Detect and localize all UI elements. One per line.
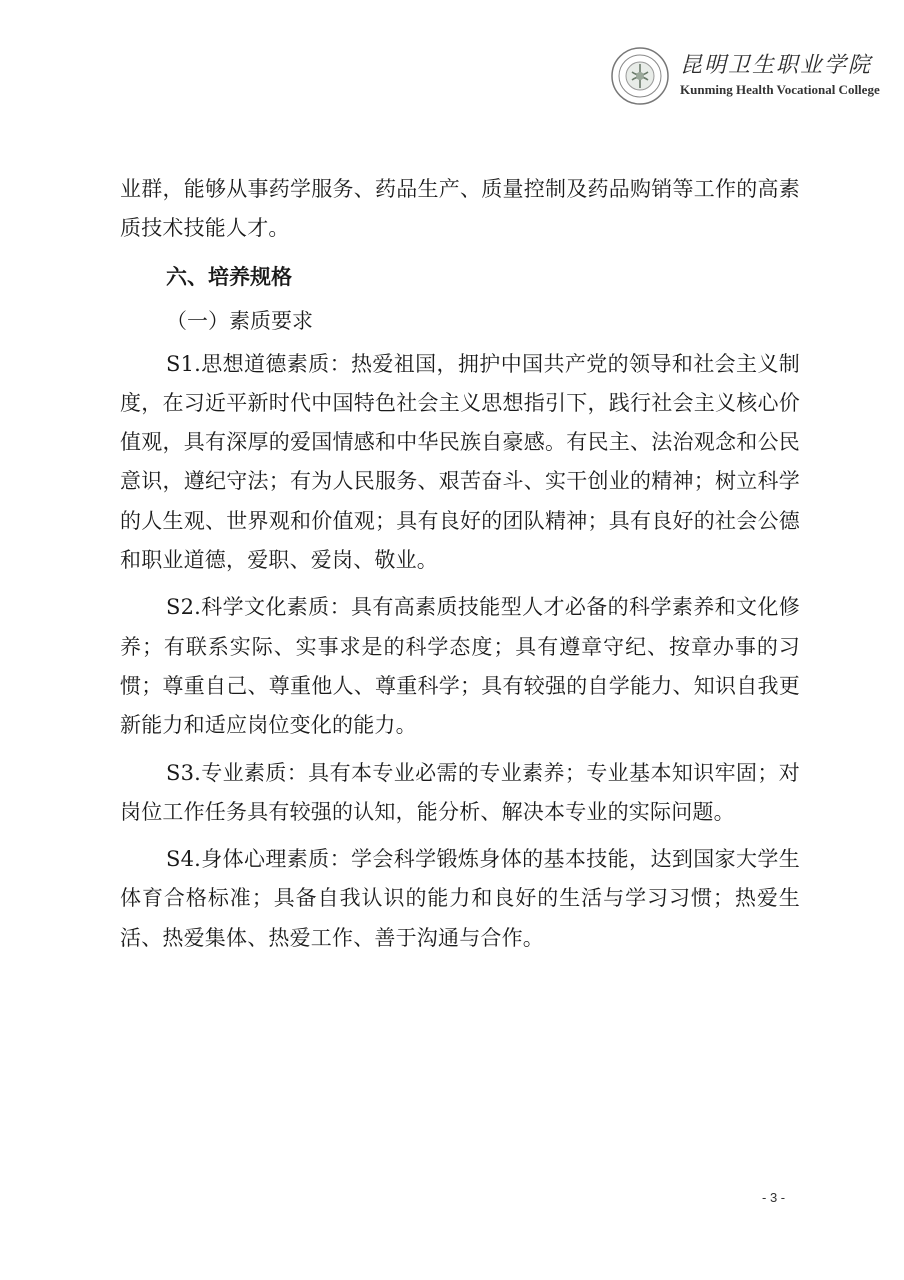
college-header-logo: [610, 46, 880, 108]
paragraph-s2: S2.科学文化素质：具有高素质技能型人才必备的科学素养和文化修养；有联系实际、实事求是的科学态度；具有遵章守纪、按章办事的习惯；尊重自己、尊重他人、尊重科学；具有较强的自学能力、知识自我更新能力和适应岗位变化的能力。: [120, 595, 800, 738]
college-seal-icon: [610, 46, 670, 106]
page-number: - 3 -: [762, 1190, 786, 1205]
paragraph-s1: S1.思想道德素质：热爱祖国，拥护中国共产党的领导和社会主义制度，在习近平新时代中国特色社会主义思想指引下，践行社会主义核心价值观，具有深厚的爱国情感和中华民族自豪感。有民主、法治观念和公民意识，遵纪守法；有为人民服务、艰苦奋斗、实干创业的精神；树立科学的人生观、世界观和价值观；具有良好的团队精神；具有良好的社会公德和职业道德，爱职、爱岗、敬业。: [120, 351, 800, 573]
college-name-english: Kunming Health Vocational College: [680, 82, 880, 97]
intro-paragraph: 业群，能够从事药学服务、药品生产、质量控制及药品购销等工作的高素质技术技能人才。: [120, 177, 800, 241]
paragraph-s4: S4.身体心理素质：学会科学锻炼身体的基本技能，达到国家大学生体育合格标准；具备自我认识的能力和良好的生活与学习习惯；热爱生活、热爱集体、热爱工作、善于沟通与合作。: [120, 847, 800, 950]
sub-heading: （一）素质要求: [166, 308, 313, 333]
document-body: [120, 170, 800, 958]
section-heading: 六、培养规格: [166, 264, 292, 289]
college-name-chinese: 昆明卫生职业学院: [680, 53, 873, 78]
paragraph-s3: S3.专业素质：具有本专业必需的专业素养；专业基本知识牢固；对岗位工作任务具有较强的认知，能分析、解决本专业的实际问题。: [120, 760, 800, 824]
